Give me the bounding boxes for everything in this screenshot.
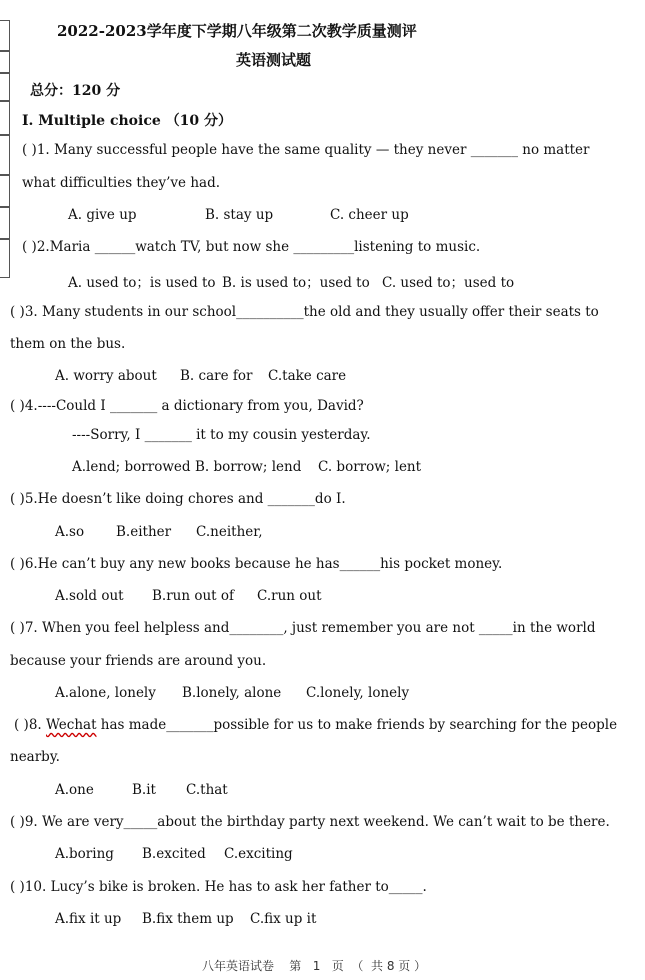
margin-bar [0,72,10,102]
margin-bar [0,20,10,52]
q5-option-a: A.so [55,524,85,540]
q4-option-a: A.lend; borrowed [72,459,191,475]
question-5-line-1: ( )5.He doesn’t like doing chores and _______do I. [10,491,346,507]
exam-title: 2022-2023学年度下学期八年级第二次教学质量测评 [57,22,417,40]
margin-bar [0,134,10,176]
question-10-line-1: ( )10. Lucy’s bike is broken. He has to ask her father to_____. [10,879,427,895]
q3-option-c: C.take care [268,368,347,384]
q6-option-a: A.sold out [55,588,124,604]
q4-option-c: C. borrow; lent [318,459,422,475]
question-7-line-1: ( )7. When you feel helpless and________, just remember you are not _____in the world [10,620,596,636]
total-score: 总分：120 分 [30,83,121,99]
q9-option-a: A.boring [55,846,114,862]
question-7-line-2: because your friends are around you. [10,653,267,669]
q1-option-c: C. cheer up [330,207,409,223]
question-8-line-1 [14,717,617,733]
section-title: I. Multiple choice （10 分） [22,113,232,129]
q8-option-a: A.one [55,782,94,798]
q5-option-b: B.either [116,524,172,540]
question-4-line-2: ----Sorry, I _______ it to my cousin yesterday. [72,427,371,443]
question-1-line-1: ( )1. Many successful people have the same quality — they never _______ no matter [22,142,590,158]
q6-option-c: C.run out [257,588,322,604]
q3-option-b: B. care for [180,368,253,384]
margin-bar [0,174,10,208]
q9-option-c: C.exciting [224,846,293,862]
q2-option-b: B. is used to；used to [222,275,370,291]
question-1-line-2: what difficulties they’ve had. [22,175,221,191]
q7-option-b: B.lonely, alone [182,685,282,701]
question-8-line-2: nearby. [10,749,60,765]
question-3-line-2: them on the bus. [10,336,126,352]
q8-option-b: B.it [132,782,156,798]
q8-option-c: C.that [186,782,228,798]
margin-bar [0,206,10,240]
question-6-line-1: ( )6.He can’t buy any new books because he has______his pocket money. [10,556,503,572]
q10-option-c: C.fix up it [250,911,317,927]
q10-option-a: A.fix it up [55,911,122,927]
margin-bar [0,100,10,136]
exam-subtitle: 英语测试题 [236,51,312,69]
q8-prefix: ( )8. [14,717,46,733]
q1-option-a: A. give up [68,207,137,223]
q8-wechat-word: Wechat [46,717,97,733]
q3-option-a: A. worry about [55,368,157,384]
question-9-line-1: ( )9. We are very_____about the birthday party next weekend. We can’t wait to be there. [10,814,610,830]
margin-bar [0,238,10,278]
question-4-line-1: ( )4.----Could I _______ a dictionary from you, David? [10,398,364,414]
question-2-line-1: ( )2.Maria ______watch TV, but now she _________listening to music. [22,239,481,255]
q2-option-a: A. used to；is used to [68,275,216,291]
q7-option-a: A.alone, lonely [55,685,156,701]
margin-bar [0,50,10,74]
q9-option-b: B.excited [142,846,206,862]
q8-rest: has made_______possible for us to make friends by searching for the people [96,717,618,733]
question-3-line-1: ( )3. Many students in our school__________the old and they usually offer their seats to [10,304,599,320]
q10-option-b: B.fix them up [142,911,234,927]
q7-option-c: C.lonely, lonely [306,685,410,701]
q2-option-c: C. used to；used to [382,275,515,291]
q6-option-b: B.run out of [152,588,235,604]
q1-option-b: B. stay up [205,207,274,223]
q5-option-c: C.neither, [196,524,263,540]
q4-option-b: B. borrow; lend [195,459,302,475]
page-footer: 八年英语试卷 第 1 页 （ 共 8 页 ） [202,959,427,973]
